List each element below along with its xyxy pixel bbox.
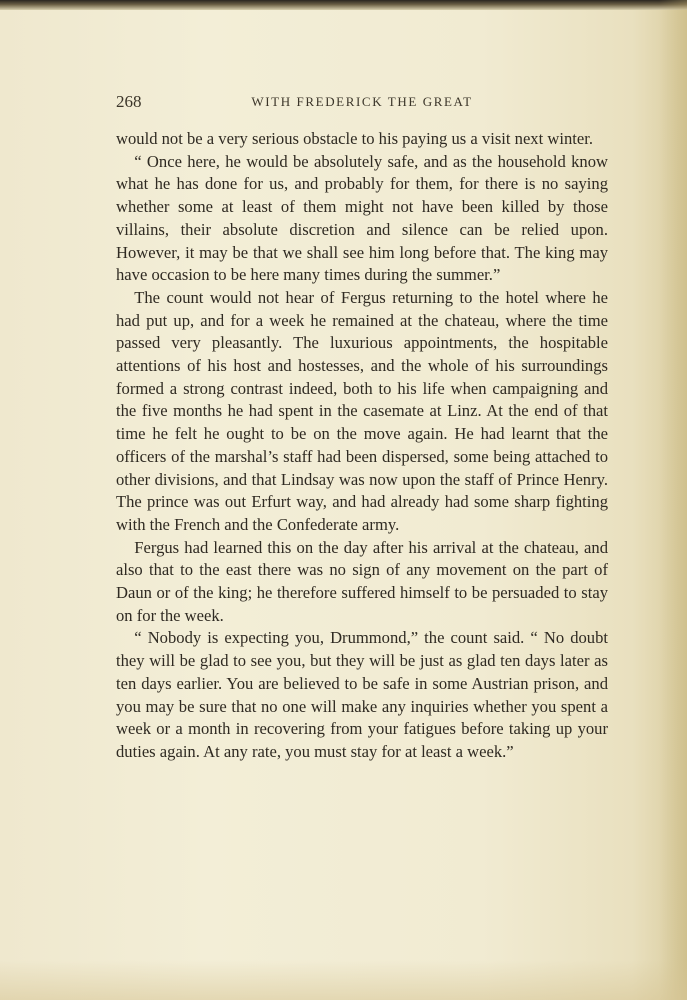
running-head: WITH FREDERICK THE GREAT (251, 94, 473, 109)
page-number: 268 (116, 92, 142, 111)
page-header (116, 92, 608, 114)
page-bottom-shade (0, 960, 687, 1000)
paragraph: Fergus had learned this on the day after his arrival at the chateau, and also that to the east there was no sign of any movement on the part of Daun or of the king; he therefore suffered himself to be persuaded to stay on for the week. (116, 537, 608, 625)
paragraph-continued: would not be a very serious obstacle to his paying us a visit next winter. (116, 129, 593, 148)
page-top-edge (0, 0, 687, 10)
paragraph: “ Once here, he would be absolutely safe, and as the household know what he has done for us, and probably for them, for there is no saying whether some at least of them might not have been killed by those villains, their absolute discretion and silence can be relied upon. However, it may be that we shall see him long before that. The king may have occasion to be here many times during the summer.” (116, 151, 608, 285)
page-body-text (116, 128, 608, 764)
paragraph: “ Nobody is expecting you, Drummond,” the count said. “ No doubt they will be glad to see you, but they will be just as glad ten days later as ten days earlier. You are believed to be safe in some Austrian prison, and you may be sure that no one will make any inquiries whether you spent a week or a month in recovering from your fatigues before taking up your duties again. At any rate, you must stay for at least a week.” (116, 628, 608, 761)
paragraph: The count would not hear of Fergus returning to the hotel where he had put up, and for a week he remained at the chateau, where the time passed very pleasantly. The luxurious appointments, the hospitable attentions of his host and hostesses, and the whole of his surroundings formed a strong contrast indeed, both to his life when campaigning and the five months he had spent in the casemate at Linz. At the end of that time he felt he ought to be on the move again. He had learnt that the officers of the marshal’s staff had been dispersed, some being attached to other divisions, and that Lindsay was now upon the staff of Prince Henry. The prince was out Erfurt way, and had already had some sharp fighting with the French and the Confederate army. (116, 287, 608, 534)
page-gutter-shadow (659, 0, 687, 1000)
